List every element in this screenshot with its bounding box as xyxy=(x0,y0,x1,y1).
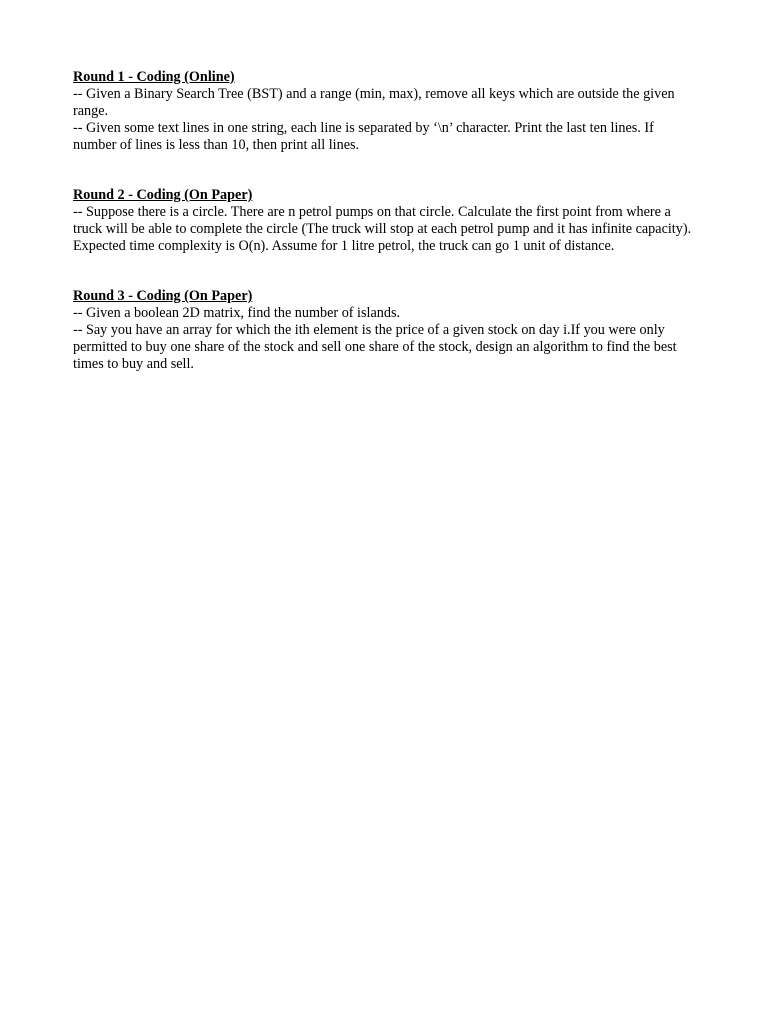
question-text: -- Given some text lines in one string, each line is separated by ‘\n’ character. Print the last ten lines. If number of lines is less than 10, then print all lines. xyxy=(73,120,654,153)
section-heading: Round 1 - Coding (Online) xyxy=(73,69,235,85)
section-heading: Round 2 - Coding (On Paper) xyxy=(73,187,253,203)
question-text: -- Say you have an array for which the ith element is the price of a given stock on day i.If you were only permitted to buy one share of the stock and sell one share of the stock, design an algorithm to find the best times to buy and sell. xyxy=(73,322,677,372)
question-text: -- Suppose there is a circle. There are n petrol pumps on that circle. Calculate the first point from where a truck will be able to complete the circle (The truck will stop at each petrol pump and it has infinite capacity). Expected time complexity is O(n). Assume for 1 litre petrol, the truck can go 1 unit of distance. xyxy=(73,204,692,254)
question-text: -- Given a boolean 2D matrix, find the number of islands. xyxy=(73,305,401,321)
document-page xyxy=(73,69,698,406)
section-heading: Round 3 - Coding (On Paper) xyxy=(73,288,253,304)
question-text: -- Given a Binary Search Tree (BST) and a range (min, max), remove all keys which are outside the given range. xyxy=(73,86,675,119)
section-round-1 xyxy=(73,69,698,154)
section-round-2 xyxy=(73,187,698,255)
section-round-3 xyxy=(73,288,698,373)
